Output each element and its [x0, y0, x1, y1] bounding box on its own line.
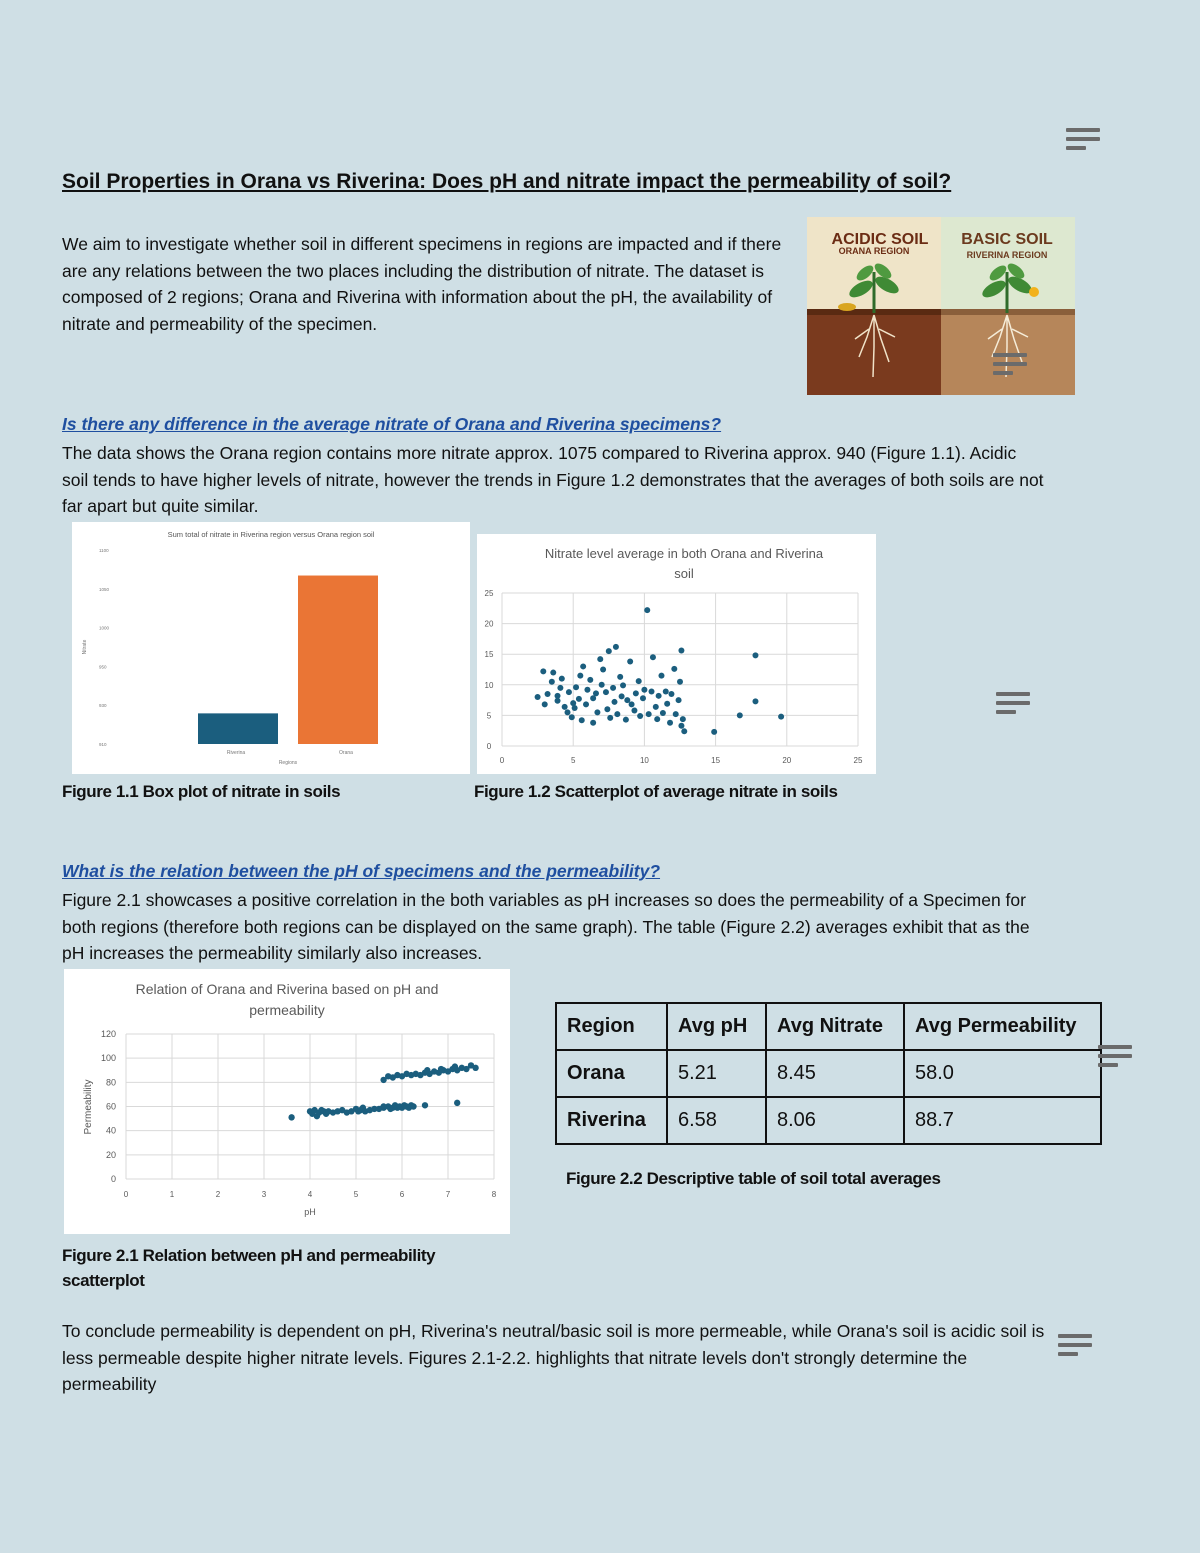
data-point [576, 696, 582, 702]
data-point [660, 710, 666, 716]
table-row [556, 1050, 1101, 1097]
x-tick-label: 20 [782, 756, 792, 765]
data-point [650, 654, 656, 660]
illustration-left-subtitle-text: ORANA REGION [838, 246, 910, 256]
illustration-left-title: ACIDIC SOIL [831, 231, 929, 248]
comment-icon[interactable] [1058, 1334, 1092, 1361]
data-point [288, 1114, 294, 1120]
data-point [583, 701, 589, 707]
y-tick-label: 930 [99, 703, 107, 709]
data-point [593, 690, 599, 696]
data-point [649, 689, 655, 695]
table-header-row [556, 1003, 1101, 1050]
caption-figure-1-2: Figure 1.2 Scatterplot of average nitrate in soils [474, 782, 838, 801]
x-tick-label: 7 [445, 1190, 451, 1199]
data-point [610, 685, 616, 691]
x-tick-label: Orana [339, 750, 353, 756]
table-cell: Orana [556, 1050, 667, 1097]
data-point [549, 679, 555, 685]
averages-table [555, 1002, 1102, 1145]
data-point [566, 689, 572, 695]
y-tick-label: 10 [484, 680, 494, 690]
data-point [678, 723, 684, 729]
section2-question: What is the relation between the pH of specimens and the permeability? [62, 861, 661, 881]
section1-question: Is there any difference in the average nitrate of Orana and Riverina specimens? [62, 414, 722, 434]
bar [198, 713, 278, 744]
data-point [623, 717, 629, 723]
x-tick-label: 2 [215, 1190, 221, 1199]
soil-illustration [807, 217, 1075, 395]
data-point [629, 701, 635, 707]
data-point [673, 711, 679, 717]
data-point [677, 679, 683, 685]
x-tick-label: 3 [261, 1190, 267, 1199]
table-cell: 58.0 [904, 1050, 1101, 1097]
data-point [438, 1066, 444, 1072]
data-point [599, 682, 605, 688]
data-point [617, 674, 623, 680]
data-point [607, 715, 613, 721]
table-cell: Riverina [556, 1097, 667, 1144]
data-point [654, 716, 660, 722]
comment-icon[interactable] [996, 692, 1030, 719]
caption-figure-1-1: Figure 1.1 Box plot of nitrate in soils [62, 782, 341, 801]
data-point [640, 695, 646, 701]
chart-title: Sum total of nitrate in Riverina region versus Orana region soil [167, 530, 375, 539]
data-point [778, 714, 784, 720]
data-point [572, 705, 578, 711]
x-tick-label: 15 [711, 756, 721, 765]
data-point [590, 720, 596, 726]
data-point [641, 687, 647, 693]
intro-paragraph: We aim to investigate whether soil in different specimens in regions are impacted and if there are any relations between the two places including the distribution of nitrate. The dataset is composed of 2 regions; Orana and Riverina with information about the pH, the availability of nitrate and permeability of the specimen. [62, 234, 782, 334]
data-point [380, 1103, 386, 1109]
x-tick-label: Riverina [226, 750, 246, 756]
data-point [671, 666, 677, 672]
data-point [597, 656, 603, 662]
y-tick-label: 1100 [99, 548, 109, 553]
x-tick-label: 4 [307, 1190, 313, 1199]
x-axis-label: Regions [278, 760, 298, 766]
data-point [752, 698, 758, 704]
section2-text: Figure 2.1 showcases a positive correlation in the both variables as pH increases so does the permeability of a Specimen for both regions (therefore both regions can be displayed on the same graph). The table (Figure 2.2) averages exhibit that as the pH increases the permeability similarly also increases. [62, 890, 1030, 963]
bar [298, 576, 378, 744]
caption-figure-2-1: Figure 2.1 Relation between pH and permeability scatterplot [62, 1246, 436, 1290]
comment-icon[interactable] [1098, 1045, 1132, 1072]
x-tick-label: 25 [853, 756, 863, 765]
data-point [603, 689, 609, 695]
data-point [424, 1067, 430, 1073]
table-header-cell: Avg pH [667, 1003, 766, 1050]
y-tick-label: 40 [105, 1125, 116, 1136]
x-tick-label: 10 [639, 756, 649, 765]
data-point [619, 693, 625, 699]
data-point [624, 697, 630, 703]
x-tick-label: 0 [123, 1190, 129, 1199]
data-point [653, 704, 659, 710]
data-point [620, 682, 626, 688]
table-row [556, 1097, 1101, 1144]
data-point [633, 690, 639, 696]
data-point [422, 1102, 428, 1108]
data-point [676, 697, 682, 703]
data-point [472, 1065, 478, 1071]
y-tick-label: 120 [100, 1029, 116, 1039]
table-cell: 8.45 [766, 1050, 904, 1097]
data-point [600, 667, 606, 673]
caption-figure-2-2: Figure 2.2 Descriptive table of soil total averages [566, 1169, 941, 1188]
data-point [565, 709, 571, 715]
data-point [646, 711, 652, 717]
figure-2-1-chart [64, 969, 510, 1234]
y-tick-label: 15 [484, 650, 494, 660]
table-cell: 5.21 [667, 1050, 766, 1097]
y-tick-label: 1000 [99, 625, 110, 631]
soil-illustration-graphic [807, 217, 1075, 395]
data-point [658, 673, 664, 679]
y-tick-label: 910 [99, 742, 107, 747]
conclusion-paragraph: To conclude permeability is dependent on pH, Riverina's neutral/basic soil is more permeable, while Orana's soil is acidic soil is less permeable despite higher nitrate levels. Figures 2.1-2.2. highlights that nitrate levels don't strongly determine the permeability [62, 1321, 1045, 1394]
chart-title: soil [674, 566, 694, 581]
table-header-cell: Region [556, 1003, 667, 1050]
data-point [577, 673, 583, 679]
data-point [559, 676, 565, 682]
y-tick-label: 0 [110, 1174, 116, 1184]
table-cell: 8.06 [766, 1097, 904, 1144]
figure-1-2-chart [477, 534, 876, 774]
data-point [454, 1100, 460, 1106]
data-point [711, 729, 717, 735]
x-tick-label: 0 [499, 756, 505, 765]
comment-icon[interactable] [1066, 128, 1100, 155]
y-tick-label: 80 [105, 1077, 116, 1088]
data-point [644, 607, 650, 613]
data-point [573, 684, 579, 690]
data-point [587, 677, 593, 683]
y-tick-label: 5 [486, 711, 492, 721]
y-tick-label: 1050 [99, 586, 110, 592]
table-cell: 88.7 [904, 1097, 1101, 1144]
data-point [545, 691, 551, 697]
x-tick-label: 5 [353, 1190, 359, 1199]
data-point [668, 691, 674, 697]
data-point [631, 708, 637, 714]
data-point [557, 685, 563, 691]
data-point [584, 687, 590, 693]
y-tick-label: 20 [484, 619, 494, 629]
data-point [737, 712, 743, 718]
x-tick-label: 8 [491, 1190, 497, 1199]
data-point [606, 648, 612, 654]
x-axis-label: pH [304, 1207, 316, 1217]
y-tick-label: 0 [486, 742, 492, 751]
table-cell: 6.58 [667, 1097, 766, 1144]
illustration-right-title: BASIC SOIL [961, 231, 1053, 248]
y-tick-label: 25 [484, 589, 494, 598]
chart-title: Relation of Orana and Riverina based on pH and [135, 981, 439, 997]
data-point [535, 694, 541, 700]
data-point [656, 693, 662, 699]
y-tick-label: 20 [105, 1149, 116, 1160]
page-title: Soil Properties in Orana vs Riverina: Does pH and nitrate impact the permeability of soil? [62, 170, 952, 193]
data-point [569, 714, 575, 720]
data-point [667, 720, 673, 726]
data-point [752, 652, 758, 658]
y-tick-label: 100 [100, 1053, 116, 1064]
y-axis-label: Permeability [83, 1079, 94, 1135]
comment-icon[interactable] [993, 353, 1027, 380]
data-point [562, 704, 568, 710]
data-point [637, 713, 643, 719]
data-point [611, 699, 617, 705]
data-point [681, 728, 687, 734]
data-point [452, 1063, 458, 1069]
data-point [663, 689, 669, 695]
table-header-cell: Avg Nitrate [766, 1003, 904, 1050]
data-point [604, 706, 610, 712]
data-point [678, 648, 684, 654]
section1-text: The data shows the Orana region contains more nitrate approx. 1075 compared to Riverina approx. 940 (Figure 1.1). Acidic soil tends to have higher levels of nitrate, however the trends in Figure 1.2 demonstrates that the averages of both soils are not far apart but quite similar. [62, 443, 1044, 516]
data-point [594, 709, 600, 715]
illustration-right-subtitle: RIVERINA REGION [966, 250, 1048, 260]
data-point [555, 698, 561, 704]
chart-title: Nitrate level average in both Orana and Riverina [544, 546, 824, 561]
data-point [613, 644, 619, 650]
x-tick-label: 1 [169, 1190, 175, 1199]
data-point [636, 678, 642, 684]
x-tick-label: 5 [570, 756, 576, 765]
table-header-cell: Avg Permeability [904, 1003, 1101, 1050]
data-point [542, 701, 548, 707]
x-tick-label: 6 [399, 1190, 405, 1199]
data-point [580, 663, 586, 669]
data-point [550, 670, 556, 676]
data-point [579, 717, 585, 723]
data-point [614, 711, 620, 717]
data-point [540, 668, 546, 674]
data-point [664, 701, 670, 707]
data-point [410, 1103, 416, 1109]
data-point [680, 716, 686, 722]
y-axis-label: Nitrate [82, 639, 88, 655]
figure-1-1-chart [72, 522, 470, 774]
chart-title: permeability [249, 1002, 325, 1018]
data-point [627, 659, 633, 665]
y-tick-label: 60 [105, 1101, 116, 1112]
y-tick-label: 950 [99, 664, 107, 670]
